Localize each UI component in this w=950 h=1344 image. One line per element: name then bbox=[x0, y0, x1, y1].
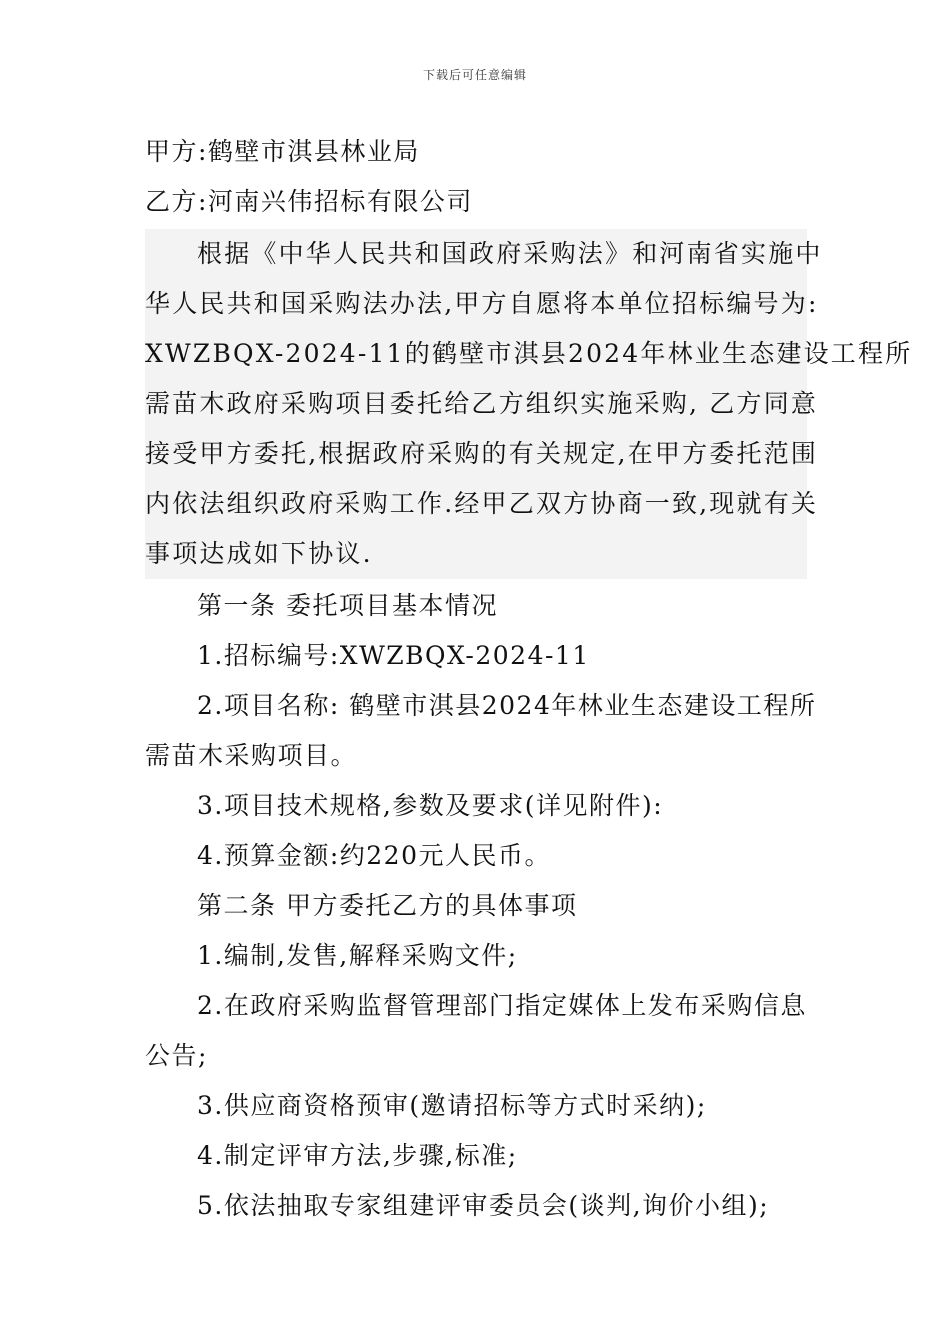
article-1-title: 第一条 委托项目基本情况 bbox=[197, 591, 498, 620]
download-note: 下载后可任意编辑 bbox=[422, 68, 527, 82]
article-2-item-2-cont: 公告; bbox=[145, 1041, 208, 1070]
preamble-line: 需苗木政府采购项目委托给乙方组织实施采购, 乙方同意 bbox=[145, 389, 819, 418]
article-1-item-4: 4.预算金额:约220元人民币。 bbox=[197, 841, 551, 870]
preamble-line: 接受甲方委托,根据政府采购的有关规定,在甲方委托范围 bbox=[145, 439, 819, 468]
article-1-item-2: 2.项目名称: 鹤壁市淇县2024年林业生态建设工程所 bbox=[197, 691, 817, 720]
article-1-item-3: 3.项目技术规格,参数及要求(详见附件): bbox=[197, 791, 664, 820]
party-b: 乙方:河南兴伟招标有限公司 bbox=[145, 187, 473, 216]
article-2-item-5: 5.依法抽取专家组建评审委员会(谈判,询价小组); bbox=[197, 1191, 770, 1220]
preamble-line: 根据《中华人民共和国政府采购法》和河南省实施中 bbox=[197, 239, 823, 268]
article-2-title: 第二条 甲方委托乙方的具体事项 bbox=[197, 891, 578, 920]
party-a: 甲方:鹤壁市淇县林业局 bbox=[145, 137, 420, 166]
preamble-line: XWZBQX-2024-11的鹤壁市淇县2024年林业生态建设工程所 bbox=[145, 339, 913, 368]
preamble-line: 事项达成如下协议. bbox=[145, 539, 373, 568]
article-1-item-2-cont: 需苗木采购项目。 bbox=[145, 741, 358, 770]
article-2-item-1: 1.编制,发售,解释采购文件; bbox=[197, 941, 518, 970]
article-2-item-2: 2.在政府采购监督管理部门指定媒体上发布采购信息 bbox=[197, 991, 807, 1020]
preamble-line: 内依法组织政府采购工作.经甲乙双方协商一致,现就有关 bbox=[145, 489, 819, 518]
document-body bbox=[145, 127, 913, 1231]
preamble-paragraph bbox=[145, 229, 913, 579]
preamble-line: 华人民共和国采购法办法,甲方自愿将本单位招标编号为: bbox=[145, 289, 819, 318]
article-2-item-3: 3.供应商资格预审(邀请招标等方式时采纳); bbox=[197, 1091, 707, 1120]
article-1-item-1: 1.招标编号:XWZBQX-2024-11 bbox=[197, 641, 590, 670]
article-2-item-4: 4.制定评审方法,步骤,标准; bbox=[197, 1141, 518, 1170]
